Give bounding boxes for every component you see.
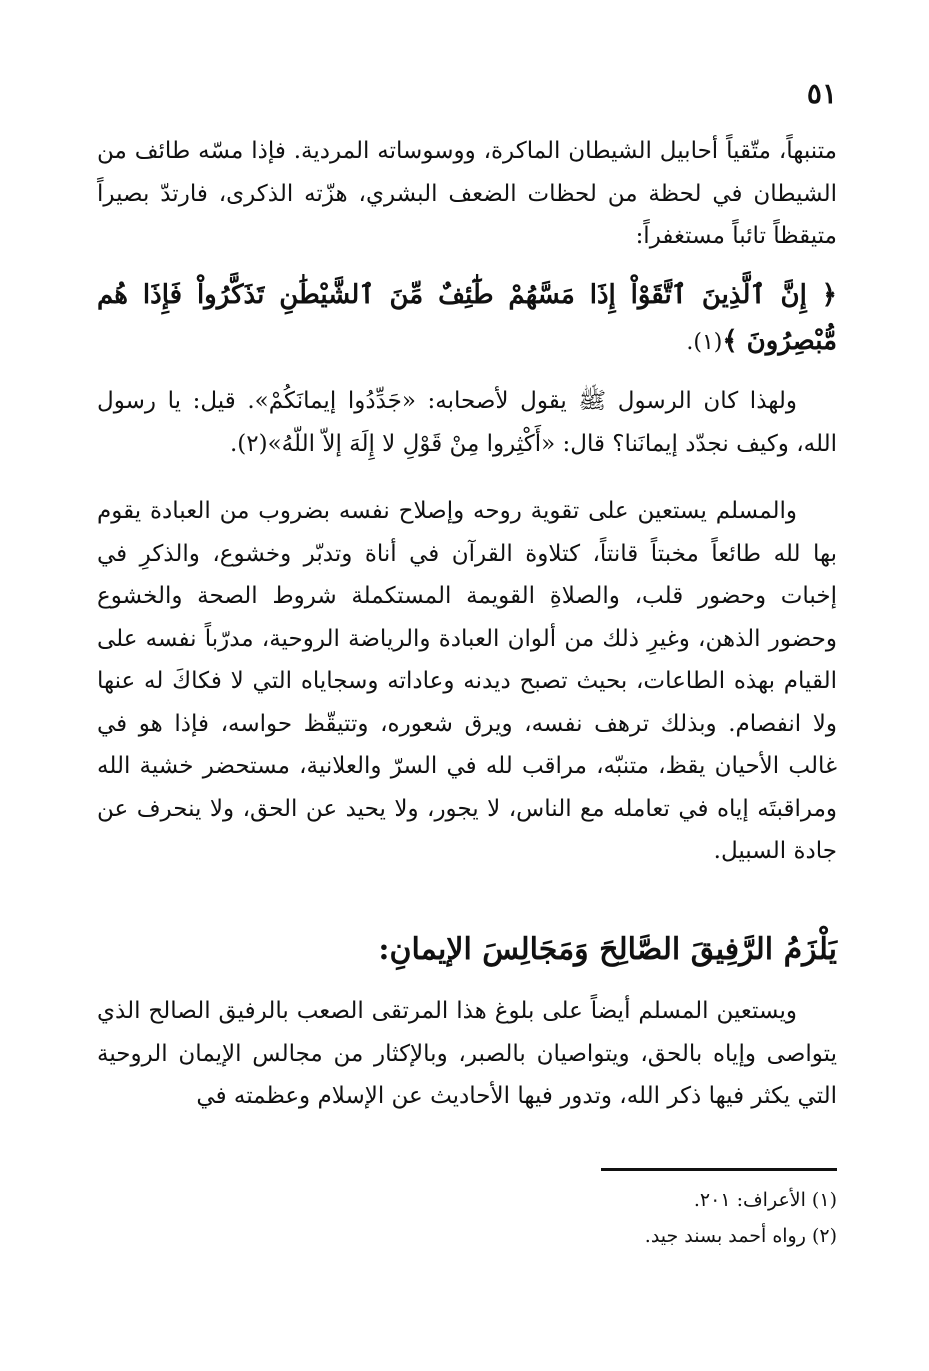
paragraph-hadith: ولهذا كان الرسول ﷺ يقول لأصحابه: «جَدِّدُوا إيمانَكُمْ». قيل: يا رسول الله، وكيف نجدّد إيمانَنا؟ قال: «أَكْثِروا مِنْ قَوْلِ لا إِلَهَ إلاّ اللّهُ»(٢). [97, 388, 837, 457]
page-number: ٥١ [806, 77, 837, 110]
footnote-divider [601, 1168, 837, 1171]
footnote-1: (١) الأعراف: ٢٠١. [693, 1189, 837, 1211]
paragraph-intro: متنبهاً، متّقياً أحابيل الشيطان الماكرة، ووسوساته المردية. فإذا مسّه طائف من الشيطان في لحظة من لحظات الضعف البشري، هزّته الذكرى، فارتدّ بصيراً متيقظاً تائباً مستغفراً: [97, 138, 837, 249]
paragraph-companion: ويستعين المسلم أيضاً على بلوغ هذا المرتقى الصعب بالرفيق الصالح الذي يتواصى وإياه بالحق، ويتواصيان بالصبر، وبالإكثار من مجالس الإيمان الروحية التي يكثر فيها ذكر الله، وتدور فيها الأحاديث عن الإسلام وعظمته في [97, 998, 837, 1109]
footnote-ref-1: (١). [686, 330, 723, 355]
paragraph-worship: والمسلم يستعين على تقوية روحه وإصلاح نفسه بضروب من العبادة يقوم بها لله طائعاً مخبتاً قانتاً، كتلاوة القرآن في أناة وتدبّر وخشوع، والذكرِ في إخبات وحضور قلب، والصلاةِ القويمة المستكملة شروط الصحة والخشوع وحضور الذهن، وغيرِ ذلك من ألوان العبادة والرياضة الروحية، مدرّباً نفسه على القيام بهذه الطاعات، بحيث تصبح ديدنه وعاداته وسجاياه التي لا فكاكَ له عنها ولا انفصام. وبذلك ترهف نفسه، ويرق شعوره، وتتيقّظ حواسه، فإذا هو في غالب الأحيان يقظ، متنبّه، مراقب لله في السرّ والعلانية، مستحضر خشية الله ومراقبتَه إياه في تعامله مع الناس، لا يجور، ولا يحيد عن الحق، ولا ينحرف عن جادة السبيل. [97, 498, 838, 864]
quran-verse [97, 272, 837, 366]
section-heading: يَلْزَمُ الرَّفِيقَ الصَّالِحَ وَمَجَالِسَ الإيمانِ: [378, 932, 837, 967]
footnote-2: (٢) رواه أحمد بسند جيد. [644, 1225, 837, 1247]
quran-verse-text: ﴿ إِنَّ ٱلَّذِينَ ٱتَّقَوْاْ إِذَا مَسَّهُمْ طَٰٓئِفٌ مِّنَ ٱلشَّيْطَٰنِ تَذَكَّرُواْ فَإِذَا هُم مُّبْصِرُونَ ﴾ [97, 280, 837, 356]
